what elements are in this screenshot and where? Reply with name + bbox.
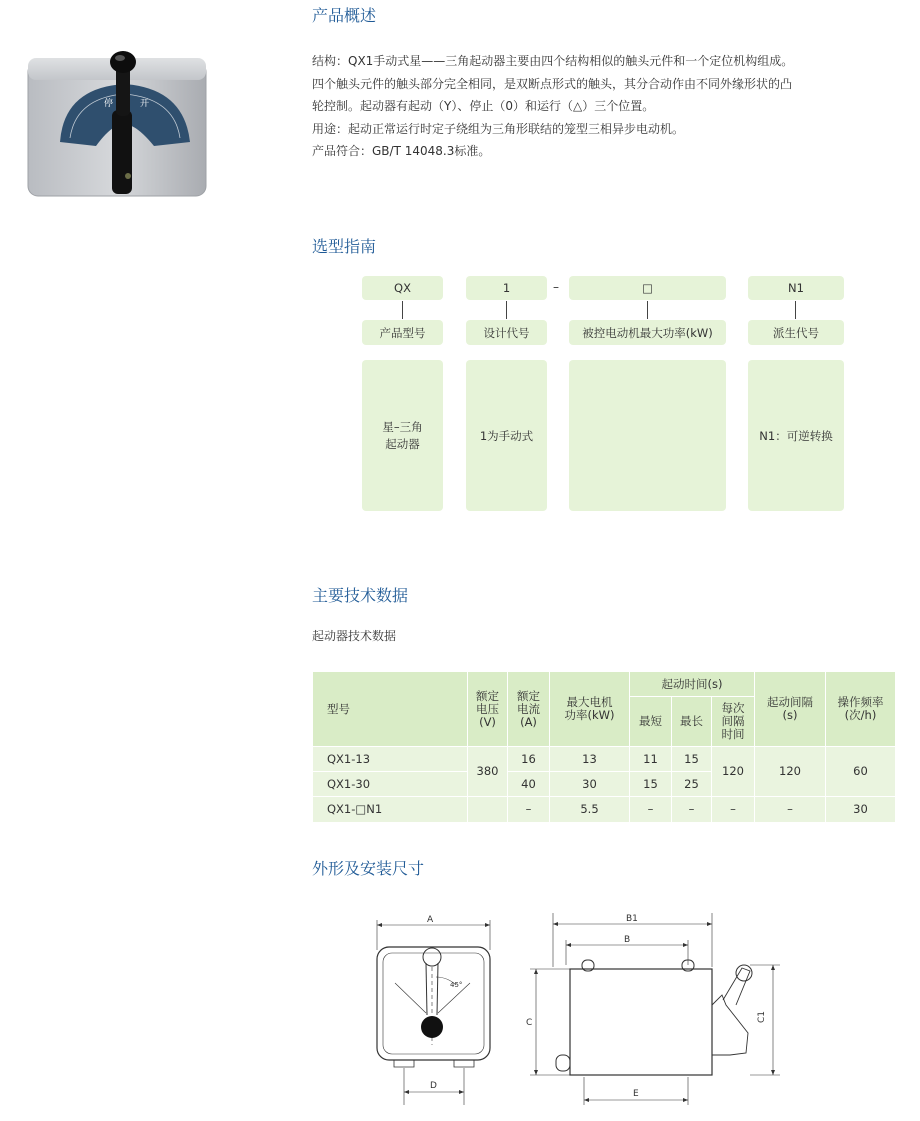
th-interval: 起动间隔 (s) <box>755 672 826 747</box>
desc-derivative: N1：可逆转换 <box>748 360 844 511</box>
desc-product: 星–三角 起动器 <box>362 360 443 511</box>
code-separator: – <box>553 280 559 294</box>
overview-title: 产品概述 <box>312 6 377 25</box>
th-current: 额定 电流 (A) <box>508 672 550 747</box>
cell-longest: 25 <box>672 772 712 797</box>
svg-text:开: 开 <box>140 99 150 109</box>
product-photo <box>24 50 214 200</box>
svg-text:停: 停 <box>104 99 114 109</box>
tech-subtitle: 起动器技术数据 <box>312 629 397 643</box>
th-each-interval: 每次 间隔 时间 <box>712 697 755 747</box>
dim-label-b1: B1 <box>626 914 638 924</box>
cell-each-interval: 120 <box>712 747 755 797</box>
dim-label-b: B <box>624 935 631 945</box>
table-row <box>313 797 896 823</box>
dim-label-d: D <box>430 1081 437 1091</box>
label-product: 产品型号 <box>362 320 443 345</box>
cell-power: 5.5 <box>550 797 630 823</box>
overview-line: 结构：QX1手动式星——三角起动器主要由四个结构相似的触头元件和一个定位机构组成。 <box>312 54 794 68</box>
cell-frequency: 60 <box>826 747 896 797</box>
cell-longest: 15 <box>672 747 712 772</box>
code-power: □ <box>569 276 726 300</box>
cell-current: – <box>508 797 550 823</box>
connector-line <box>506 301 507 319</box>
cell-each-interval: – <box>712 797 755 823</box>
th-start-time: 起动时间(s) <box>630 672 755 697</box>
th-voltage: 额定 电压 (V) <box>468 672 508 747</box>
label-power: 被控电动机最大功率(kW) <box>569 320 726 345</box>
cell-power: 30 <box>550 772 630 797</box>
label-derivative: 派生代号 <box>748 320 844 345</box>
th-longest: 最长 <box>672 697 712 747</box>
table-row <box>313 747 896 772</box>
overview-line: 产品符合：GB/T 14048.3标准。 <box>312 144 491 158</box>
th-frequency: 操作频率 (次/h) <box>826 672 896 747</box>
cell-voltage: 380 <box>468 747 508 797</box>
cell-current: 40 <box>508 772 550 797</box>
connector-line <box>402 301 403 319</box>
dim-label-angle: 45° <box>450 981 463 989</box>
code-derivative: N1 <box>748 276 844 300</box>
dim-label-a: A <box>427 915 434 925</box>
cell-power: 13 <box>550 747 630 772</box>
cell-frequency: 30 <box>826 797 896 823</box>
cell-model: QX1-13 <box>313 747 468 772</box>
th-power: 最大电机 功率(kW) <box>550 672 630 747</box>
overview-line: 轮控制。起动器有起动（Y）、停止（0）和运行（△）三个位置。 <box>312 99 655 113</box>
dim-label-e: E <box>633 1089 639 1099</box>
desc-design: 1为手动式 <box>466 360 547 511</box>
tech-table <box>312 671 896 823</box>
overview-line: 四个触头元件的触头部分完全相同，是双断点形式的触头，其分合动作由不同外缘形状的凸 <box>312 76 793 91</box>
cell-model: QX1-30 <box>313 772 468 797</box>
cell-model: QX1-□N1 <box>313 797 468 823</box>
table-header-row <box>313 672 896 697</box>
cell-interval: – <box>755 797 826 823</box>
dimensions-title: 外形及安装尺寸 <box>312 859 425 878</box>
dim-label-c: C <box>526 1018 533 1028</box>
connector-line <box>647 301 648 319</box>
tech-title: 主要技术数据 <box>312 586 409 605</box>
code-design: 1 <box>466 276 547 300</box>
cell-longest: – <box>672 797 712 823</box>
label-design: 设计代号 <box>466 320 547 345</box>
cell-voltage <box>468 797 508 823</box>
dimension-drawing <box>370 905 790 1110</box>
overview-line: 用途：起动正常运行时定子绕组为三角形联结的笼型三相异步电动机。 <box>312 121 685 136</box>
selection-title: 选型指南 <box>312 237 377 256</box>
cell-shortest: 11 <box>630 747 672 772</box>
dim-label-c1: C1 <box>757 1010 767 1023</box>
code-product: QX <box>362 276 443 300</box>
connector-line <box>795 301 796 319</box>
cell-interval: 120 <box>755 747 826 797</box>
desc-power <box>569 360 726 511</box>
th-model: 型号 <box>313 672 468 747</box>
cell-shortest: 15 <box>630 772 672 797</box>
cell-current: 16 <box>508 747 550 772</box>
cell-shortest: – <box>630 797 672 823</box>
overview-text <box>312 50 793 163</box>
th-shortest: 最短 <box>630 697 672 747</box>
